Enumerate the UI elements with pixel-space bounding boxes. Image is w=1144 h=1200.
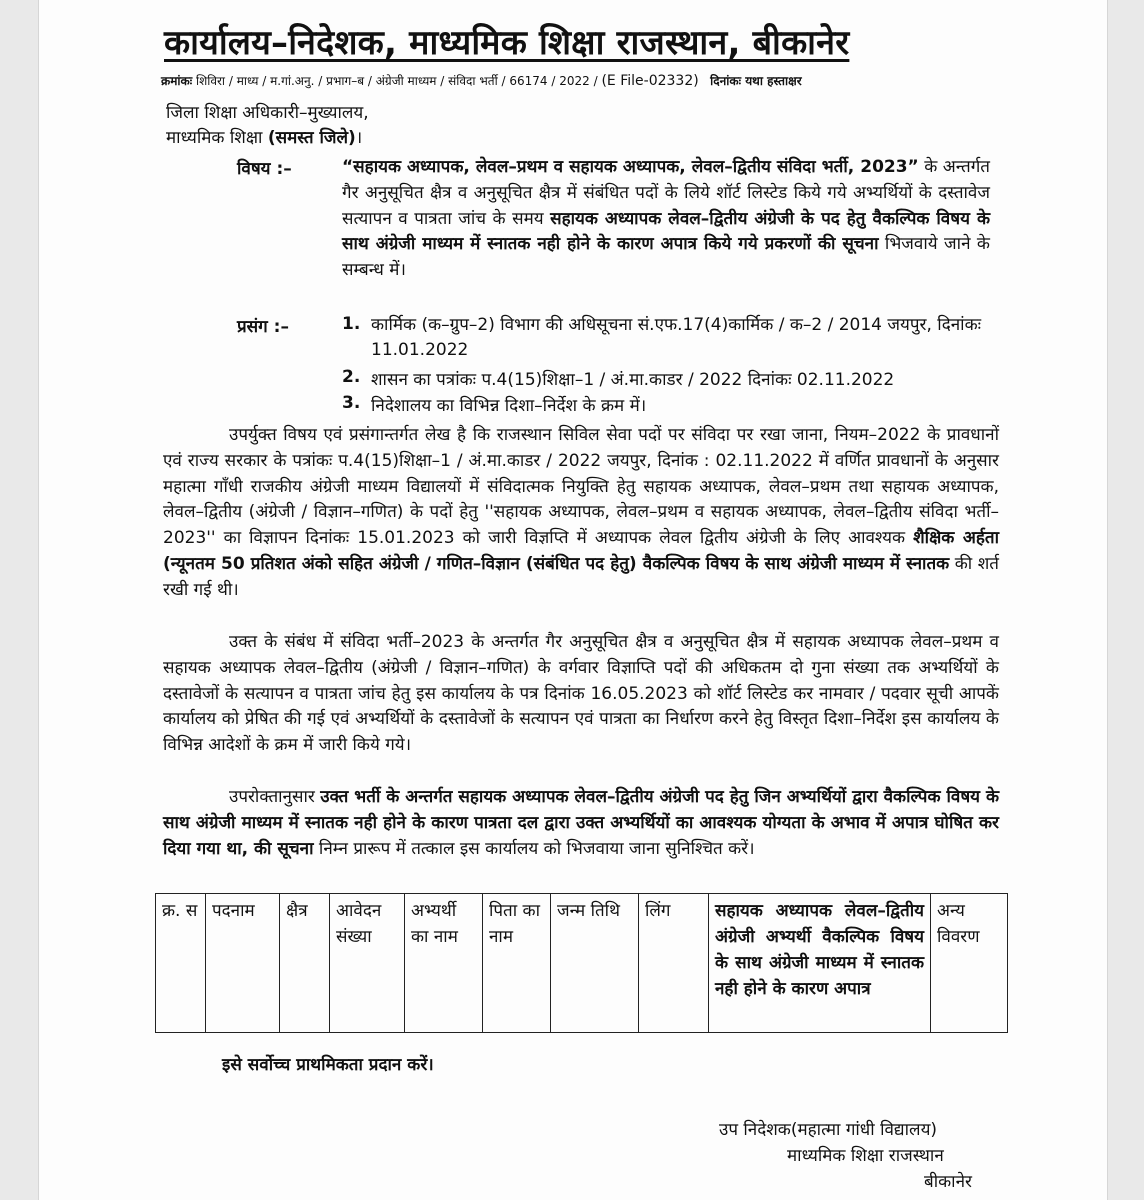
subject-middle: के अन्तर्गत गैर अनुसूचित क्षैत्र व अनुसूचित क्षैत्र में संबंधित पदों के लिये शॉर्ट लिस्टेड किये गये अभ्यर्थियों के दस्तावेज सत्यापन व पात्रता जांच के समय — [342, 157, 990, 229]
addressee-districts: (समस्त जिले) — [267, 128, 356, 148]
column-other-details: अन्य विवरण — [931, 894, 1008, 1033]
body-paragraph-3 — [163, 785, 999, 862]
signature-city: बीकानेर — [924, 1172, 972, 1192]
addressee-line-2 — [166, 125, 362, 148]
reference-2-text: शासन का पत्रांकः प.4(15)शिक्षा–1 / अं.मा.काडर / 2022 दिनांकः 02.11.2022 — [371, 370, 895, 390]
column-gender: लिंग — [639, 894, 709, 1033]
addressee-line-1: जिला शिक्षा अधिकारी–मुख्यालय, — [166, 103, 369, 123]
date-label: दिनांकः यथा हस्ताक्षर — [710, 74, 802, 88]
body-paragraph-1 — [163, 423, 999, 604]
paragraph-3-end: निम्न प्रारूप में तत्काल इस कार्यालय को भिजवाया जाना सुनिश्चित करें। — [313, 838, 755, 859]
column-serial-number: क्र. स — [156, 894, 206, 1033]
e-file-number: (E File-02332) — [601, 73, 699, 89]
column-area: क्षैत्र — [280, 894, 330, 1033]
priority-note: इसे सर्वोच्च प्राथमिकता प्रदान करें। — [222, 1055, 434, 1075]
reference-number-line — [161, 72, 802, 89]
signature-designation: उप निदेशक(महात्मा गांधी विद्यालय) — [719, 1120, 938, 1140]
subject-recruitment-name: “सहायक अध्यापक, लेवल–प्रथम व सहायक अध्यापक, लेवल–द्वितीय संविदा भर्ती, 2023” — [342, 157, 919, 177]
column-post-name: पदनाम — [206, 894, 280, 1033]
column-ineligibility-reason: सहायक अध्यापक लेवल–द्वितीय अंग्रेजी अभ्यर्थी वैकल्पिक विषय के साथ अंग्रेजी माध्यम में स्नातक नही होने के कारण अपात्र — [709, 894, 931, 1033]
paragraph-3-start: उपरोक्तानुसार — [229, 787, 321, 807]
ref-label: क्रमांकः — [161, 74, 193, 88]
column-application-number: आवेदन संख्या — [330, 894, 405, 1033]
subject-label: विषय :– — [237, 159, 292, 179]
signature-department: माध्यमिक शिक्षा राजस्थान — [787, 1146, 944, 1166]
table-header-row — [156, 894, 1008, 1033]
qualification-highlight: शैक्षिक अर्हता (न्यूनतम 50 प्रतिशत अंको सहित अंग्रेजी / गणित–विज्ञान (संबंधित पद हेतु) वैकल्पिक विषय के साथ अंग्रेजी माध्यम में स्नातक — [163, 528, 999, 574]
addressee-office: माध्यमिक शिक्षा — [166, 128, 263, 148]
information-format-table — [155, 893, 1008, 1033]
reference-label: प्रसंग :– — [237, 317, 289, 337]
body-paragraph-2: उक्त के संबंध में संविदा भर्ती–2023 के अन्तर्गत गैर अनुसूचित क्षैत्र व अनुसूचित क्षैत्र में सहायक अध्यापक लेवल–प्रथम व सहायक अध्यापक लेवल–द्वितीय (अंग्रेजी / विज्ञान–गणित) के वर्गवार विज्ञाप्ति पदों की अधिकतम दो गुना संख्या तक अभ्यर्थियों के दस्तावेजों के सत्यापन व पात्रता जांच हेतु इस कार्यालय के पत्र दिनांक 16.05.2023 को शॉर्ट लिस्टेड कर नामवार / पदवार सूची आपकें कार्यालय को प्रेषित की गई एवं अभ्यर्थियों के दस्तावेजों के सत्यापन एवं पात्रता का निर्धारण करने हेतु विस्तृत दिशा–निर्देश इस कार्यालय के विभिन्न आदेशों के क्रम में जारी किये गये। — [163, 632, 999, 756]
document-page — [38, 0, 1108, 1200]
subject-end: भिजवाये जाने के सम्बन्ध में। — [342, 234, 990, 281]
column-date-of-birth: जन्म तिथि — [551, 894, 639, 1033]
subject-main-point: सहायक अध्यापक लेवल–द्वितीय अंग्रेजी के पद हेतु वैकल्पिक विषय के साथ अंग्रेजी माध्यम में स्नातक नही होने के कारण अपात्र किये गये प्रकरणों की सूचना — [342, 208, 991, 255]
reference-1-number: 1. — [342, 314, 361, 334]
reference-3-text: निदेशालय का विभिन्न दिशा–निर्देश के क्रम में। — [371, 396, 647, 416]
ineligible-candidates-highlight: उक्त भर्ती के अन्तर्गत सहायक अध्यापक लेवल–द्वितीय अंग्रेजी पद हेतु जिन अभ्यर्थियों द्वारा वैकल्पिक विषय के साथ अंग्रेजी माध्यम में स्नातक नही होने के कारण पात्रता दल द्वारा उक्त अभ्यर्थियों का आवश्यक योग्यता के अभाव में अपात्र घोषित कर दिया गया था, की सूचना — [163, 787, 999, 859]
paragraph-1-end: की शर्त रखी गई थी। — [163, 553, 999, 600]
reference-3-number: 3. — [342, 393, 361, 413]
addressee-end: । — [355, 128, 363, 148]
subject-text — [342, 155, 990, 284]
reference-1-text: कार्मिक (क–ग्रुप–2) विभाग की अधिसूचना सं.एफ.17(4)कार्मिक / क–2 / 2014 जयपुर, दिनांकः 11.01.2022 — [371, 315, 982, 360]
column-father-name: पिता का नाम — [483, 894, 551, 1033]
column-candidate-name: अभ्यर्थी का नाम — [405, 894, 483, 1033]
ref-number: शिविरा / माध्य / म.गां.अनु. / प्रभाग–ब / अंग्रेजी माध्यम / संविदा भर्ती / 66174 / 2022 / — [195, 74, 598, 88]
office-title: कार्यालय–निदेशक, माध्यमिक शिक्षा राजस्थान, बीकानेर — [164, 23, 850, 63]
reference-2-number: 2. — [342, 367, 361, 387]
paragraph-1-text: उपर्युक्त विषय एवं प्रसंगान्तर्गत लेख है कि राजस्थान सिविल सेवा पदों पर संविदा पर रखा जाना, नियम–2022 के प्रावधानों एवं राज्य सरकार के पत्रांकः प.4(15)शिक्षा–1 / अं.मा.काडर / 2022 जयपुर, दिनांक : 02.11.2022 में वर्णित प्रावधानों के अनुसार महात्मा गाँधी राजकीय अंग्रेजी माध्यम विद्यालयों में संविदात्मक नियुक्ति हेतु सहायक अध्यापक, लेवल–प्रथम तथा सहायक अध्यापक, लेवल–द्वितीय (अंग्रेजी / विज्ञान–गणित) के पदों हेतु ''सहायक अध्यापक, लेवल–प्रथम व सहायक अध्यापक, लेवल–द्वितीय संविदा भर्ती–2023'' का विज्ञापन दिनांकः 15.01.2023 को जारी विज्ञप्ति में अध्यापक लेवल द्वितीय अंग्रेजी के लिए आवश्यक — [163, 425, 999, 549]
